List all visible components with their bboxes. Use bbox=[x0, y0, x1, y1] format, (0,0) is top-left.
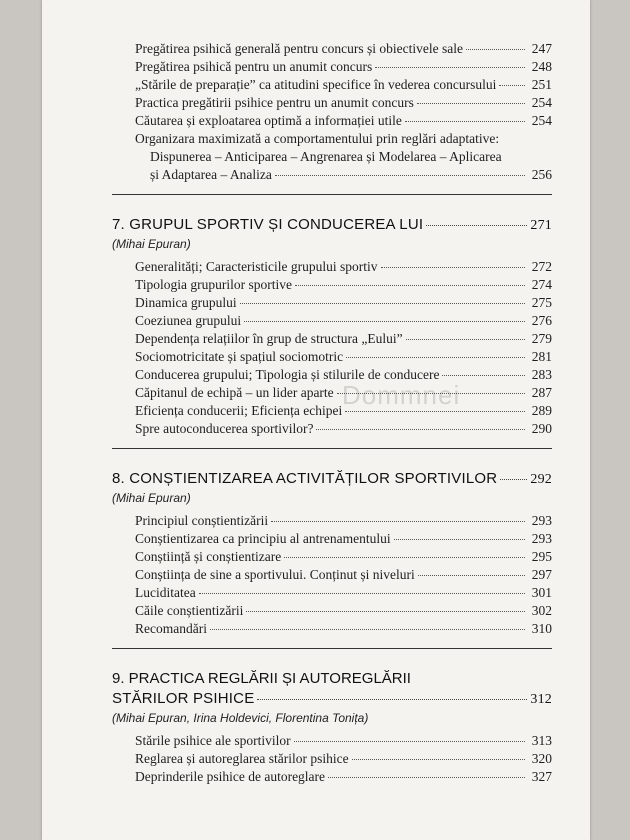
chapter-7 bbox=[112, 215, 552, 449]
toc-entry: Conștiință și conștientizare 295 bbox=[135, 549, 552, 564]
divider bbox=[112, 448, 552, 449]
chapter-title-continued: STĂRILOR PSIHICE 312 bbox=[112, 690, 552, 707]
toc-entry: și Adaptarea – Analiza 256 bbox=[150, 167, 552, 182]
toc-entry: Generalități; Caracteristicile grupului sportiv 272 bbox=[135, 259, 552, 274]
chapter-8 bbox=[112, 469, 552, 649]
divider bbox=[112, 648, 552, 649]
chapter-9 bbox=[112, 669, 552, 786]
chapter-title: 7. GRUPUL SPORTIV ȘI CONDUCEREA LUI 271 bbox=[112, 216, 552, 233]
toc-entry: Conducerea grupului; Tipologia și stilurile de conducere 283 bbox=[135, 367, 552, 382]
toc-entry: Căpitanul de echipă – un lider aparte 287 bbox=[135, 385, 552, 400]
toc-section-top bbox=[130, 40, 552, 184]
toc-entry: Căile conștientizării 302 bbox=[135, 603, 552, 618]
toc-entry: Luciditatea 301 bbox=[135, 585, 552, 600]
toc-entry-multiline: Organizara maximizată a comportamentului prin reglări adaptative: bbox=[135, 131, 500, 146]
toc-entry: Pregătirea psihică generală pentru concurs și obiectivele sale 247 bbox=[135, 41, 552, 56]
toc-entry: Conștiința de sine a sportivului. Conținut și niveluri 297 bbox=[135, 567, 552, 582]
chapter-authors: (Mihai Epuran) bbox=[112, 237, 191, 251]
toc-entry: Principiul conștientizării 293 bbox=[135, 513, 552, 528]
toc-entry: Coeziunea grupului 276 bbox=[135, 313, 552, 328]
toc-entry: Conștientizarea ca principiu al antrenamentului 293 bbox=[135, 531, 552, 546]
toc-entry: Căutarea și exploatarea optimă a informației utile 254 bbox=[135, 113, 552, 128]
chapter-title: 9. PRACTICA REGLĂRII ȘI AUTOREGLĂRII bbox=[112, 670, 411, 687]
toc-entry: Spre autoconducerea sportivilor? 290 bbox=[135, 421, 552, 436]
toc-entry: Reglarea și autoreglarea stărilor psihice 320 bbox=[135, 751, 552, 766]
toc-entry: Practica pregătirii psihice pentru un anumit concurs 254 bbox=[135, 95, 552, 110]
chapter-authors: (Mihai Epuran) bbox=[112, 491, 191, 505]
toc-entry: Dinamica grupului 275 bbox=[135, 295, 552, 310]
divider bbox=[112, 194, 552, 195]
toc-entry: Tipologia grupurilor sportive 274 bbox=[135, 277, 552, 292]
chapter-entries bbox=[130, 258, 552, 438]
watermark: Dommnei bbox=[342, 380, 461, 410]
book-page bbox=[42, 0, 590, 840]
toc-entry: Deprinderile psihice de autoreglare 327 bbox=[135, 769, 552, 784]
chapter-title: 8. CONȘTIENTIZAREA ACTIVITĂȚILOR SPORTIVILOR 292 bbox=[112, 470, 552, 487]
toc-entry: „Stările de preparație” ca atitudini specifice în vederea concursului 251 bbox=[135, 77, 552, 92]
toc-entry: Pregătirea psihică pentru un anumit concurs 248 bbox=[135, 59, 552, 74]
table-of-contents bbox=[112, 40, 552, 786]
chapter-entries bbox=[130, 512, 552, 638]
toc-entry: Dependența relațiilor în grup de structura „Eului” 279 bbox=[135, 331, 552, 346]
chapter-entries bbox=[130, 732, 552, 786]
toc-entry: Recomandări 310 bbox=[135, 621, 552, 636]
toc-entry: Stările psihice ale sportivilor 313 bbox=[135, 733, 552, 748]
toc-entry: Eficiența conducerii; Eficiența echipei 289 bbox=[135, 403, 552, 418]
chapter-authors: (Mihai Epuran, Irina Holdevici, Florentina Tonița) bbox=[112, 711, 369, 725]
toc-entry-multiline: Dispunerea – Anticiparea – Angrenarea și Modelarea – Aplicarea bbox=[150, 149, 502, 164]
toc-entry: Sociomotricitate și spațiul sociomotric 281 bbox=[135, 349, 552, 364]
